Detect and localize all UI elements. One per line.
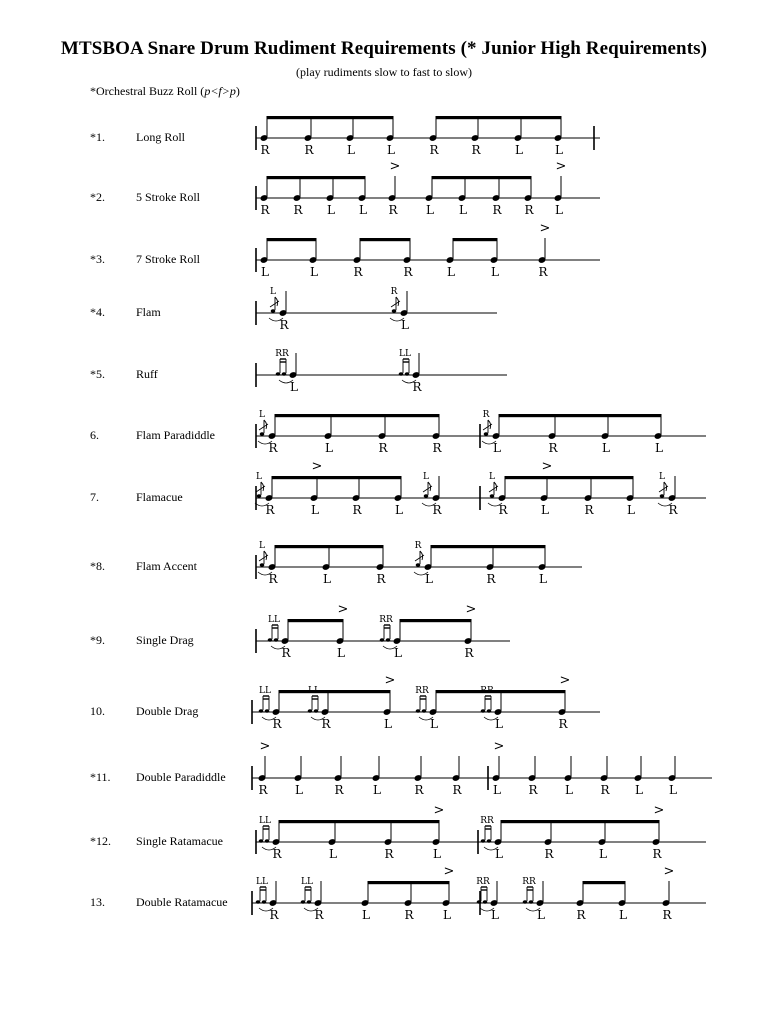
grace-sticking: RR — [476, 877, 490, 887]
sticking-letter: R — [584, 503, 594, 517]
rudiment-name: Flam Paradiddle — [136, 428, 215, 442]
document-subtitle: (play rudiments slow to fast to slow) — [296, 65, 472, 79]
sticking-letter: R — [548, 441, 558, 455]
rudiment-number: *8. — [90, 559, 105, 573]
sticking-letter: L — [493, 441, 501, 455]
accent-mark: > — [539, 221, 551, 236]
accent-mark: > — [653, 803, 665, 818]
sticking-letter: R — [576, 908, 586, 922]
rudiment-number: *12. — [90, 834, 111, 848]
grace-sticking: RR — [379, 615, 393, 625]
sticking-letter: R — [321, 717, 331, 731]
rudiment-name: Ruff — [136, 367, 158, 381]
sticking-letter: L — [387, 143, 395, 157]
beam — [453, 238, 497, 241]
rudiment-number: *2. — [90, 190, 105, 204]
sticking-letter: R — [352, 503, 362, 517]
rudiment-number: *1. — [90, 130, 105, 144]
accent-mark: > — [555, 159, 567, 174]
sticking-letter: R — [652, 847, 662, 861]
sticking-letter: R — [268, 441, 278, 455]
beam — [275, 545, 383, 548]
grace-sticking: L — [256, 472, 262, 482]
sticking-letter: R — [304, 143, 314, 157]
beam — [279, 820, 439, 823]
buzz-roll-label: *Orchestral Buzz Roll (p<f>p) — [90, 84, 240, 98]
sticking-letter: L — [311, 503, 319, 517]
sticking-letter: R — [452, 783, 462, 797]
sticking-letter: R — [378, 441, 388, 455]
grace-sticking: L — [659, 472, 665, 482]
sticking-letter: R — [429, 143, 439, 157]
sticking-letter: R — [404, 908, 414, 922]
sticking-letter: L — [384, 717, 392, 731]
grace-sticking: R — [482, 410, 490, 420]
sticking-letter: L — [655, 441, 663, 455]
rudiment-name: 7 Stroke Roll — [136, 252, 201, 266]
accent-mark: > — [465, 602, 477, 617]
sticking-letter: R — [414, 783, 424, 797]
sticking-letter: R — [486, 572, 496, 586]
sticking-letter: R — [464, 646, 474, 660]
grace-sticking: LL — [259, 816, 271, 826]
accent-mark: > — [337, 602, 349, 617]
grace-sticking: LL — [399, 349, 411, 359]
sticking-letter: L — [602, 441, 610, 455]
sticking-letter: L — [495, 717, 503, 731]
buzz-roll-dynamics: p<f>p — [204, 84, 236, 98]
sticking-letter: L — [495, 847, 503, 861]
sticking-letter: R — [314, 908, 324, 922]
grace-sticking: RR — [480, 816, 494, 826]
rudiment-number: *4. — [90, 305, 105, 319]
sticking-letter: L — [537, 908, 545, 922]
sticking-letter: L — [426, 203, 434, 217]
beam — [583, 881, 625, 884]
grace-sticking: LL — [256, 877, 268, 887]
beam — [267, 176, 365, 179]
beam — [275, 414, 439, 417]
grace-sticking: LL — [308, 686, 320, 696]
sticking-letter: L — [515, 143, 523, 157]
accent-mark: > — [493, 739, 505, 754]
grace-sticking: L — [423, 472, 429, 482]
rudiment-name: Double Drag — [136, 704, 199, 718]
sticking-letter: L — [337, 646, 345, 660]
sticking-letter: R — [353, 265, 363, 279]
rudiment-number: 10. — [90, 704, 105, 718]
sticking-letter: L — [329, 847, 337, 861]
accent-mark: > — [384, 673, 396, 688]
sticking-letter: R — [492, 203, 502, 217]
beam — [279, 690, 390, 693]
sticking-letter: L — [555, 143, 563, 157]
grace-sticking: RR — [522, 877, 536, 887]
grace-sticking: RR — [415, 686, 429, 696]
sticking-letter: L — [443, 908, 451, 922]
grace-sticking: R — [414, 541, 422, 551]
beam — [368, 881, 449, 884]
beam — [288, 619, 343, 622]
accent-mark: > — [541, 459, 553, 474]
sticking-letter: R — [272, 717, 282, 731]
sticking-letter: L — [401, 318, 409, 332]
sticking-letter: R — [272, 847, 282, 861]
sticking-letter: R — [668, 503, 678, 517]
sticking-letter: L — [599, 847, 607, 861]
grace-sticking: R — [390, 287, 398, 297]
sticking-letter: L — [493, 783, 501, 797]
sticking-letter: L — [362, 908, 370, 922]
sticking-letter: L — [459, 203, 467, 217]
sticking-letter: R — [293, 203, 303, 217]
rudiment-name: Flamacue — [136, 490, 183, 504]
accent-mark: > — [663, 864, 675, 879]
accent-mark: > — [389, 159, 401, 174]
beam — [499, 414, 661, 417]
sticking-letter: R — [524, 203, 534, 217]
sticking-letter: L — [565, 783, 573, 797]
grace-sticking: RR — [275, 349, 289, 359]
sticking-letter: R — [279, 318, 289, 332]
beam — [267, 116, 393, 119]
rudiment-name: Single Ratamacue — [136, 834, 223, 848]
sticking-letter: L — [347, 143, 355, 157]
accent-mark: > — [443, 864, 455, 879]
sticking-letter: R — [265, 503, 275, 517]
sticking-letter: R — [662, 908, 672, 922]
beam — [432, 176, 531, 179]
sticking-letter: L — [619, 908, 627, 922]
sticking-letter: L — [430, 717, 438, 731]
sticking-letter: R — [258, 783, 268, 797]
sticking-letter: L — [327, 203, 335, 217]
sticking-letter: L — [323, 572, 331, 586]
sticking-letter: R — [268, 572, 278, 586]
sticking-letter: R — [269, 908, 279, 922]
sticking-letter: R — [260, 143, 270, 157]
rudiment-number: *3. — [90, 252, 105, 266]
rudiment-number: 13. — [90, 895, 105, 909]
grace-sticking: L — [489, 472, 495, 482]
sticking-letter: L — [539, 572, 547, 586]
beam — [501, 820, 659, 823]
sticking-letter: R — [388, 203, 398, 217]
sticking-letter: L — [555, 203, 563, 217]
beam — [400, 619, 471, 622]
sticking-letter: L — [491, 908, 499, 922]
sticking-letter: R — [376, 572, 386, 586]
sticking-letter: R — [471, 143, 481, 157]
sticking-letter: R — [260, 203, 270, 217]
sticking-letter: R — [498, 503, 508, 517]
sticking-letter: L — [310, 265, 318, 279]
rudiment-number: *5. — [90, 367, 105, 381]
sticking-letter: L — [669, 783, 677, 797]
sticking-letter: L — [359, 203, 367, 217]
sticking-letter: R — [528, 783, 538, 797]
beam — [436, 116, 561, 119]
rudiment-name: Single Drag — [136, 633, 194, 647]
rudiment-number: *9. — [90, 633, 105, 647]
rudiment-number: 6. — [90, 428, 99, 442]
sticking-letter: R — [432, 503, 442, 517]
accent-mark: > — [433, 803, 445, 818]
beam — [267, 238, 316, 241]
sticking-letter: L — [541, 503, 549, 517]
rudiment-name: Double Paradiddle — [136, 770, 226, 784]
grace-sticking: LL — [268, 615, 280, 625]
sticking-letter: R — [432, 441, 442, 455]
grace-sticking: RR — [480, 686, 494, 696]
accent-mark: > — [311, 459, 323, 474]
beam — [436, 690, 565, 693]
sticking-letter: R — [384, 847, 394, 861]
beam — [272, 476, 401, 479]
sticking-letter: L — [447, 265, 455, 279]
sticking-letter: L — [295, 783, 303, 797]
accent-mark: > — [559, 673, 571, 688]
sticking-letter: L — [395, 503, 403, 517]
sticking-letter: R — [403, 265, 413, 279]
rudiment-number: 7. — [90, 490, 99, 504]
sticking-letter: L — [425, 572, 433, 586]
rudiment-name: Flam Accent — [136, 559, 197, 573]
sticking-letter: R — [538, 265, 548, 279]
accent-mark: > — [259, 739, 271, 754]
grace-sticking: LL — [259, 686, 271, 696]
rudiment-number: *11. — [90, 770, 111, 784]
sticking-letter: R — [600, 783, 610, 797]
sticking-letter: L — [373, 783, 381, 797]
beam — [431, 545, 545, 548]
sticking-letter: L — [394, 646, 402, 660]
sticking-letter: L — [261, 265, 269, 279]
rudiment-name: 5 Stroke Roll — [136, 190, 201, 204]
sticking-letter: R — [544, 847, 554, 861]
sticking-letter: R — [558, 717, 568, 731]
document-title: MTSBOA Snare Drum Rudiment Requirements (* Junior High Requirements) — [60, 38, 708, 59]
sticking-letter: L — [325, 441, 333, 455]
beam — [505, 476, 633, 479]
sticking-letter: L — [627, 503, 635, 517]
sticking-letter: R — [412, 380, 422, 394]
grace-sticking: L — [259, 410, 265, 420]
sticking-letter: R — [281, 646, 291, 660]
rudiment-name: Double Ratamacue — [136, 895, 228, 909]
rudiment-name: Long Roll — [136, 130, 186, 144]
grace-sticking: L — [259, 541, 265, 551]
beam — [360, 238, 410, 241]
rudiment-name: Flam — [136, 305, 161, 319]
grace-sticking: LL — [301, 877, 313, 887]
grace-sticking: L — [270, 287, 276, 297]
sticking-letter: L — [290, 380, 298, 394]
sticking-letter: R — [334, 783, 344, 797]
sticking-letter: L — [491, 265, 499, 279]
sticking-letter: L — [433, 847, 441, 861]
sticking-letter: L — [635, 783, 643, 797]
